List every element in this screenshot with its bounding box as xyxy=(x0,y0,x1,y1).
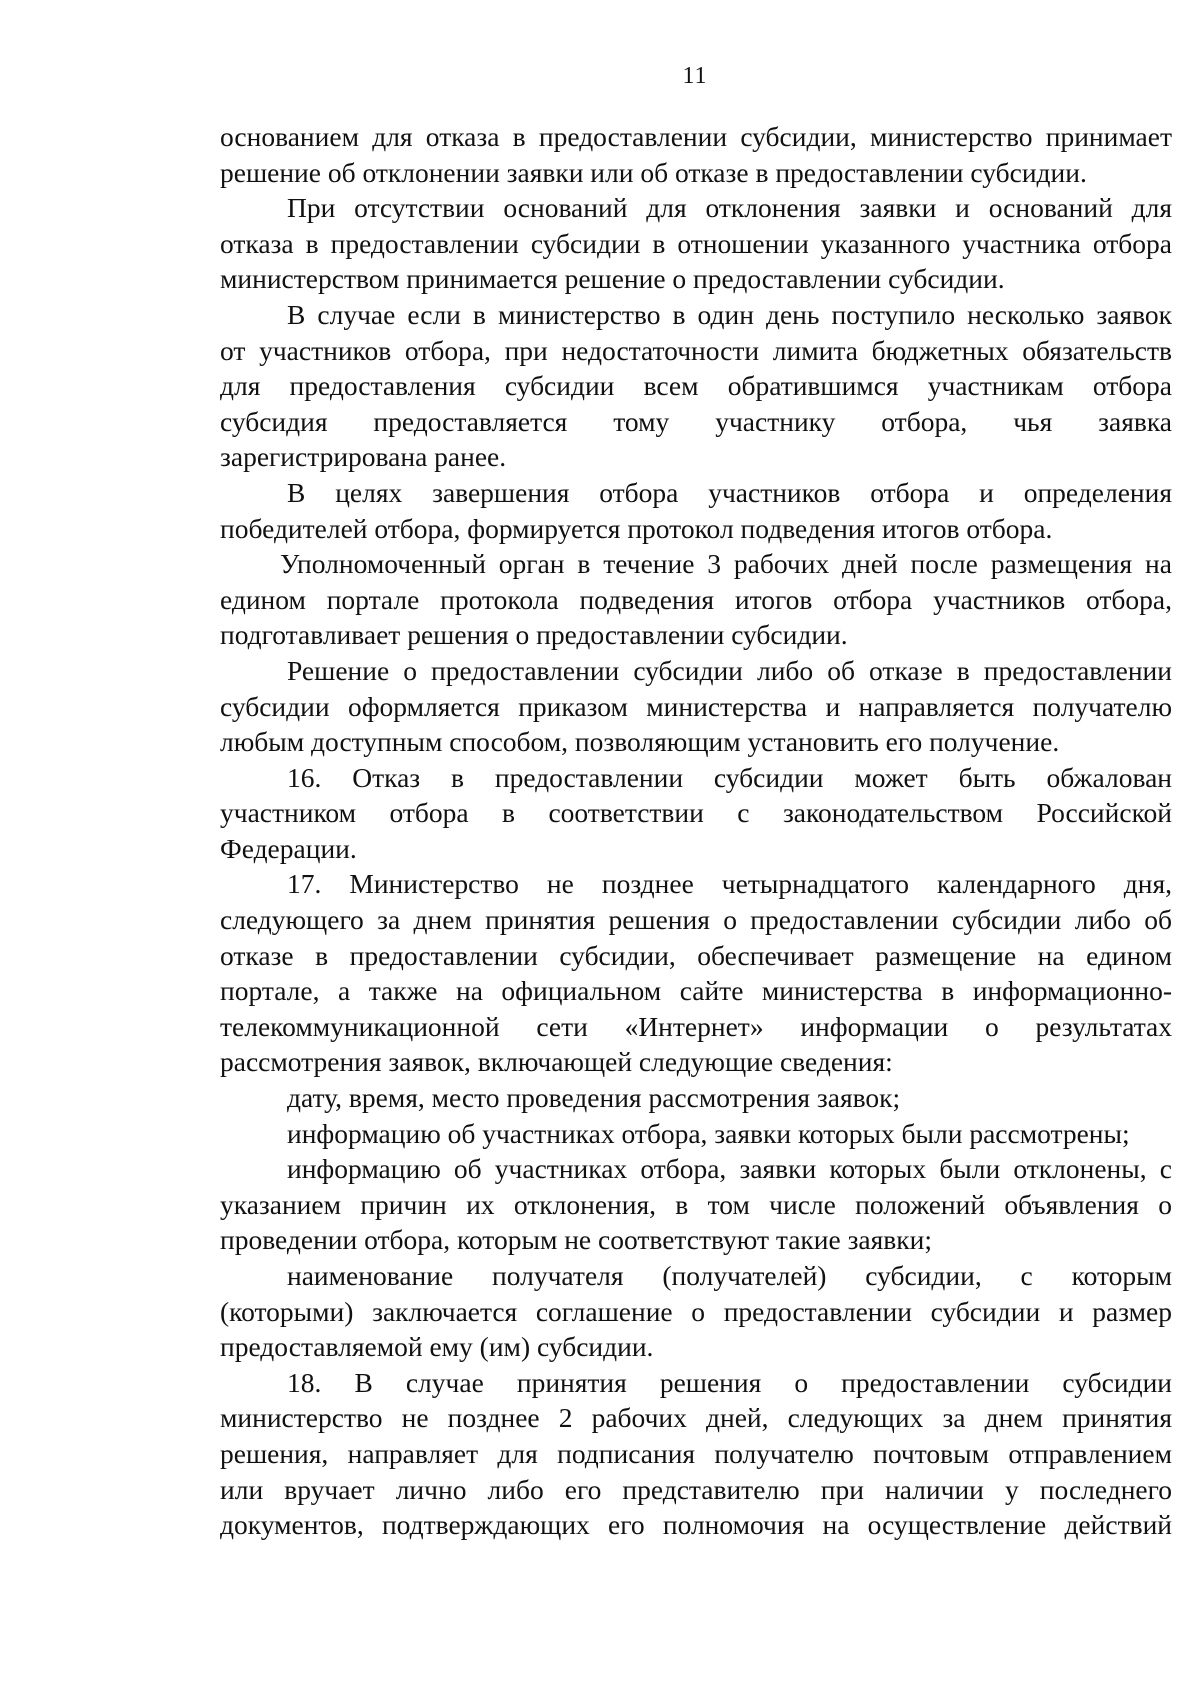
text-line: В целях завершения отбора участников отбора и определения xyxy=(287,476,1172,508)
text-line: или вручает лично либо его представителю при наличии у последнего xyxy=(220,1473,1172,1505)
text-line: рассмотрения заявок, включающей следующие сведения: xyxy=(220,1046,893,1078)
text-line: информацию об участниках отбора, заявки которых были рассмотрены; xyxy=(287,1117,1130,1149)
text-line: субсидии оформляется приказом министерства и направляется получателю xyxy=(220,690,1172,722)
text-line: дату, время, место проведения рассмотрения заявок; xyxy=(287,1082,901,1114)
text-line: 16. Отказ в предоставлении субсидии может быть обжалован xyxy=(287,761,1172,793)
text-line: Федерации. xyxy=(220,832,357,864)
text-line: документов, подтверждающих его полномочия на осуществление действий xyxy=(220,1509,1172,1541)
text-line: следующего за днем принятия решения о предоставлении субсидии либо об xyxy=(220,904,1172,936)
text-line: отказе в предоставлении субсидии, обеспечивает размещение на едином xyxy=(220,939,1172,971)
text-line: министерством принимается решение о предоставлении субсидии. xyxy=(220,263,1005,295)
text-line: для предоставления субсидии всем обратившимся участникам отбора xyxy=(220,370,1172,402)
text-line: едином портале протокола подведения итогов отбора участников отбора, xyxy=(220,583,1172,615)
text-line: (которыми) заключается соглашение о предоставлении субсидии и размер xyxy=(220,1295,1172,1327)
text-line: портале, а также на официальном сайте министерства в информационно- xyxy=(220,975,1172,1007)
text-line: от участников отбора, при недостаточности лимита бюджетных обязательств xyxy=(220,334,1172,366)
text-line: Решение о предоставлении субсидии либо об отказе в предоставлении xyxy=(287,654,1172,686)
text-line: министерство не позднее 2 рабочих дней, следующих за днем принятия xyxy=(220,1402,1172,1434)
text-line: предоставляемой ему (им) субсидии. xyxy=(220,1331,654,1363)
text-line: В случае если в министерство в один день поступило несколько заявок xyxy=(287,298,1172,330)
text-line: субсидия предоставляется тому участнику отбора, чья заявка xyxy=(220,405,1172,437)
text-line: решения, направляет для подписания получателю почтовым отправлением xyxy=(220,1437,1172,1469)
document-body xyxy=(220,119,1172,1543)
text-line: телекоммуникационной сети «Интернет» информации о результатах xyxy=(220,1010,1172,1042)
text-line: победителей отбора, формируется протокол подведения итогов отбора. xyxy=(220,512,1053,544)
page-number: 11 xyxy=(682,63,708,89)
text-line: решение об отклонении заявки или об отказе в предоставлении субсидии. xyxy=(220,156,1087,188)
text-line: основанием для отказа в предоставлении субсидии, министерство принимает xyxy=(220,121,1172,152)
text-line: При отсутствии оснований для отклонения заявки и оснований для xyxy=(287,192,1172,224)
text-line: отказа в предоставлении субсидии в отношении указанного участника отбора xyxy=(220,227,1172,259)
text-line: Уполномоченный орган в течение 3 рабочих дней после размещения на xyxy=(280,548,1172,580)
text-line: подготавливает решения о предоставлении субсидии. xyxy=(220,619,848,651)
text-line: участником отбора в соответствии с законодательством Российской xyxy=(220,797,1172,829)
text-line: наименование получателя (получателей) субсидии, с которым xyxy=(287,1260,1172,1291)
text-line: информацию об участниках отбора, заявки которых были отклонены, с xyxy=(287,1153,1172,1185)
text-line: 18. В случае принятия решения о предоставлении субсидии xyxy=(287,1366,1172,1398)
text-line: зарегистрирована ранее. xyxy=(220,441,507,473)
text-line: проведении отбора, которым не соответствуют такие заявки; xyxy=(220,1224,932,1256)
text-line: указанием причин их отклонения, в том числе положений объявления о xyxy=(220,1188,1172,1220)
text-line: 17. Министерство не позднее четырнадцатого календарного дня, xyxy=(287,868,1172,900)
text-line: любым доступным способом, позволяющим установить его получение. xyxy=(220,726,1060,758)
